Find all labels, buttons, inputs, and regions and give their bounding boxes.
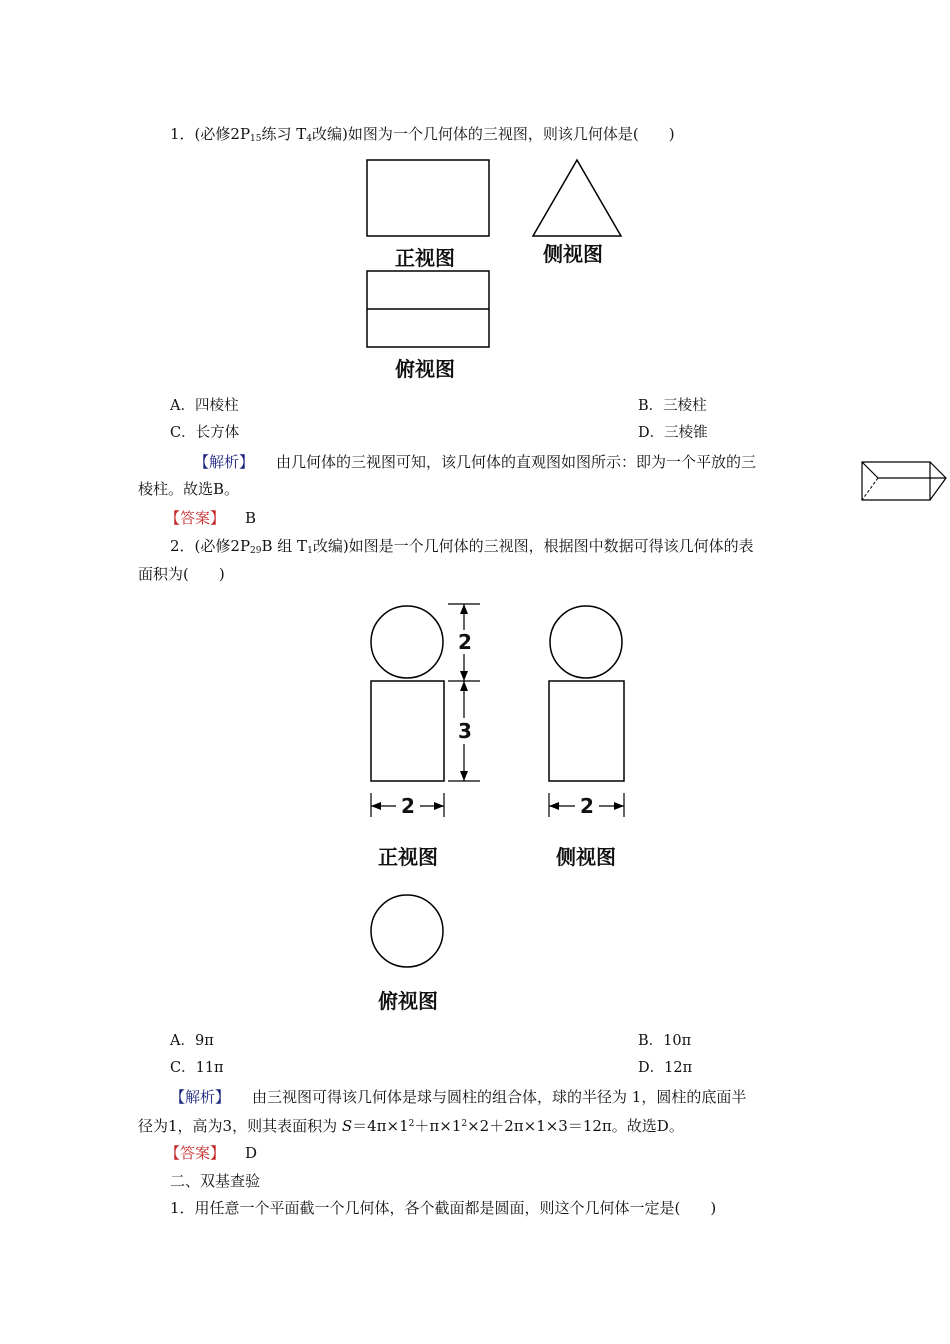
q2-dim-sphere-diameter: 2 [458,630,472,654]
q1-analysis-line1: 【解析】 由几何体的三视图可知，该几何体的直观图如图所示：即为一个平放的三 [194,453,757,471]
q2-analysis-line2: 径为1，高为3，则其表面积为 $S=4\pi\times 1^2+\pi\times 1^2\times 2+2\pi\times 1\times 3=12\pi$。故选D。 [138,1117,684,1135]
q2-caption-side: 侧视图 [556,845,616,869]
q2-dim-front-width: 2 [401,794,415,818]
q2-option-a: A．9π [170,1033,214,1049]
q1-option-b: B．三棱柱 [638,398,707,414]
section2-q1: 1．用任意一个平面截一个几何体，各个截面都是圆面，则这个几何体一定是( ) [170,1199,717,1217]
analysis-tag: 【解析】 [194,453,255,471]
q1-caption-side: 侧视图 [543,242,603,266]
q2-dim-side-width: 2 [580,794,594,818]
q2-option-c: C．11π [170,1060,224,1076]
q1-option-c: C．长方体 [170,425,240,441]
q2-analysis-line1: 【解析】 由三视图可得该几何体是球与圆柱的组合体，球的半径为 1，圆柱的底面半 [170,1088,747,1106]
q2-option-b: B．10π [638,1033,692,1049]
q1-caption-top: 俯视图 [395,357,455,381]
q1-caption-front: 正视图 [395,246,455,270]
q2-stem-line2: 面积为( ) [138,565,225,583]
q1-answer: 【答案】 B [165,509,257,527]
q2-answer: 【答案】 D [165,1144,258,1162]
q2-stem-line1: 2．(必修$2P_{29}B$ 组 $T_1$改编)如图是一个几何体的三视图，根据图中数据可得该几何体的表 [170,537,754,556]
q1-stem: 1．(必修$2P_{15}$练习 $T_4$改编)如图为一个几何体的三视图，则该几何体是( ) [170,125,675,144]
q2-caption-front: 正视图 [378,845,438,869]
q2-caption-top: 俯视图 [378,989,438,1013]
q1-option-a: A．四棱柱 [170,398,239,414]
q1-option-d: D．三棱锥 [638,425,708,441]
q2-option-d: D．12π [638,1060,693,1076]
section2-heading: 二、双基查验 [170,1172,261,1190]
analysis-tag: 【解析】 [170,1088,231,1106]
q2-dim-cylinder-height: 3 [458,719,472,743]
answer-tag: 【答案】 [165,1144,226,1162]
answer-tag: 【答案】 [165,509,226,527]
q1-analysis-line2: 棱柱。故选B。 [138,480,240,498]
